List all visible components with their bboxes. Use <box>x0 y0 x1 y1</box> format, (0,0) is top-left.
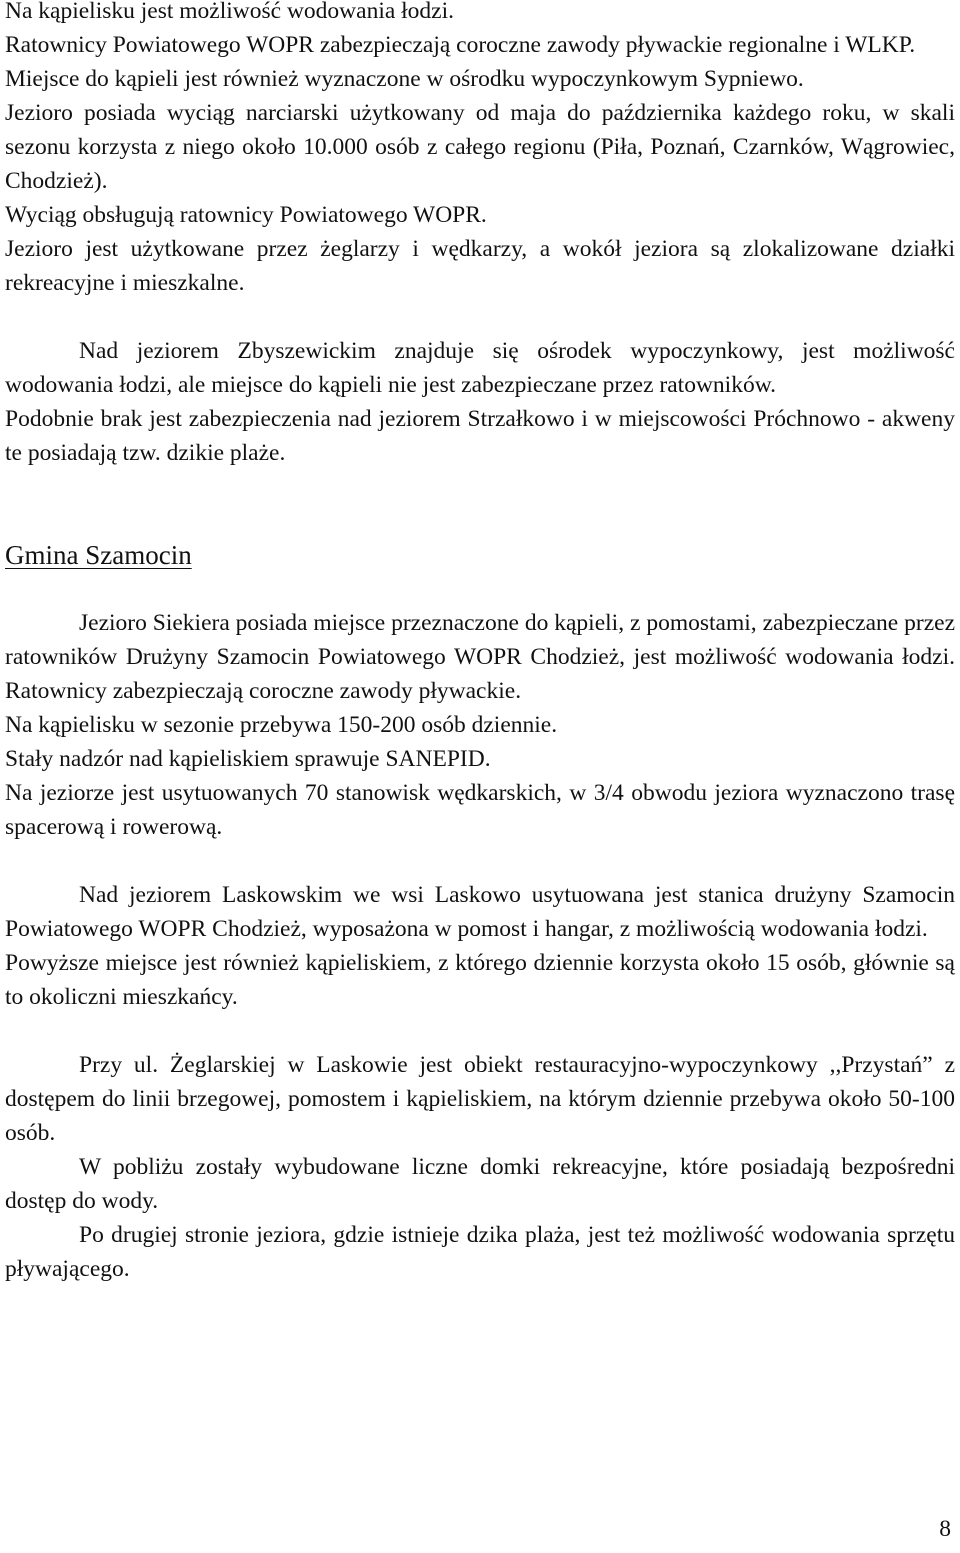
spacer <box>5 572 955 606</box>
section-siekiera <box>5 606 955 844</box>
paragraph: Ratownicy Powiatowego WOPR zabezpieczają coroczne zawody pływackie regionalne i WLKP. <box>5 32 916 58</box>
spacer <box>5 844 955 878</box>
section-zbyszewice <box>5 334 955 470</box>
spacer <box>5 300 955 334</box>
paragraph: Po drugiej stronie jeziora, gdzie istnieje dzika plaża, jest też możliwość wodowania sprzętu pływającego. <box>5 1222 955 1282</box>
paragraph: W pobliżu zostały wybudowane liczne domki rekreacyjne, które posiadają bezpośredni dostęp do wody. <box>5 1154 955 1214</box>
page-number: 8 <box>939 1516 951 1542</box>
paragraph: Na jeziorze jest usytuowanych 70 stanowisk wędkarskich, w 3/4 obwodu jeziora wyznaczono trasę spacerową i rowerową. <box>5 780 955 840</box>
paragraph: Nad jeziorem Laskowskim we wsi Laskowo usytuowana jest stanica drużyny Szamocin Powiatowego WOPR Chodzież, wyposażona w pomost i hangar, z możliwością wodowania łodzi. <box>5 882 955 942</box>
section-heading: Gmina Szamocin <box>5 540 192 570</box>
paragraph: Wyciąg obsługują ratownicy Powiatowego WOPR. <box>5 202 487 228</box>
paragraph: Jezioro posiada wyciąg narciarski użytkowany od maja do października każdego roku, w skali sezonu korzysta z niego około 10.000 osób z całego regionu (Piła, Poznań, Czarnków, Wągrowiec, Chodzież). <box>5 100 955 194</box>
paragraph: Przy ul. Żeglarskiej w Laskowie jest obiekt restauracyjno-wypoczynkowy ,,Przystań” z dostępem do linii brzegowej, pomostem i kąpieliskiem, na którym dziennie przebywa około 50-100 osób. <box>5 1052 955 1146</box>
paragraph: Powyższe miejsce jest również kąpieliskiem, z którego dziennie korzysta około 15 osób, głównie są to okoliczni mieszkańcy. <box>5 950 955 1010</box>
section-top <box>5 0 955 300</box>
spacer <box>5 1014 955 1048</box>
section-laskowo <box>5 878 955 1014</box>
document-content <box>5 0 955 1286</box>
paragraph: Na kąpielisku w sezonie przebywa 150-200 osób dziennie. <box>5 712 558 738</box>
spacer <box>5 504 955 538</box>
paragraph: Nad jeziorem Zbyszewickim znajduje się ośrodek wypoczynkowy, jest możliwość wodowania łodzi, ale miejsce do kąpieli nie jest zabezpieczane przez ratowników. <box>5 338 955 398</box>
paragraph: Jezioro jest użytkowane przez żeglarzy i wędkarzy, a wokół jeziora są zlokalizowane działki rekreacyjne i mieszkalne. <box>5 236 955 296</box>
paragraph: Jezioro Siekiera posiada miejsce przeznaczone do kąpieli, z pomostami, zabezpieczane przez ratowników Drużyny Szamocin Powiatowego WOPR Chodzież, jest możliwość wodowania łodzi. Ratownicy zabezpieczają coroczne zawody pływackie. <box>5 610 955 704</box>
paragraph: Na kąpielisku jest możliwość wodowania łodzi. <box>5 0 455 24</box>
section-przystan <box>5 1048 955 1286</box>
paragraph: Miejsce do kąpieli jest również wyznaczone w ośrodku wypoczynkowym Sypniewo. <box>5 66 804 92</box>
paragraph: Stały nadzór nad kąpieliskiem sprawuje SANEPID. <box>5 746 491 772</box>
spacer <box>5 470 955 504</box>
paragraph: Podobnie brak jest zabezpieczenia nad jeziorem Strzałkowo i w miejscowości Próchnowo - akweny te posiadają tzw. dzikie plaże. <box>5 406 955 466</box>
